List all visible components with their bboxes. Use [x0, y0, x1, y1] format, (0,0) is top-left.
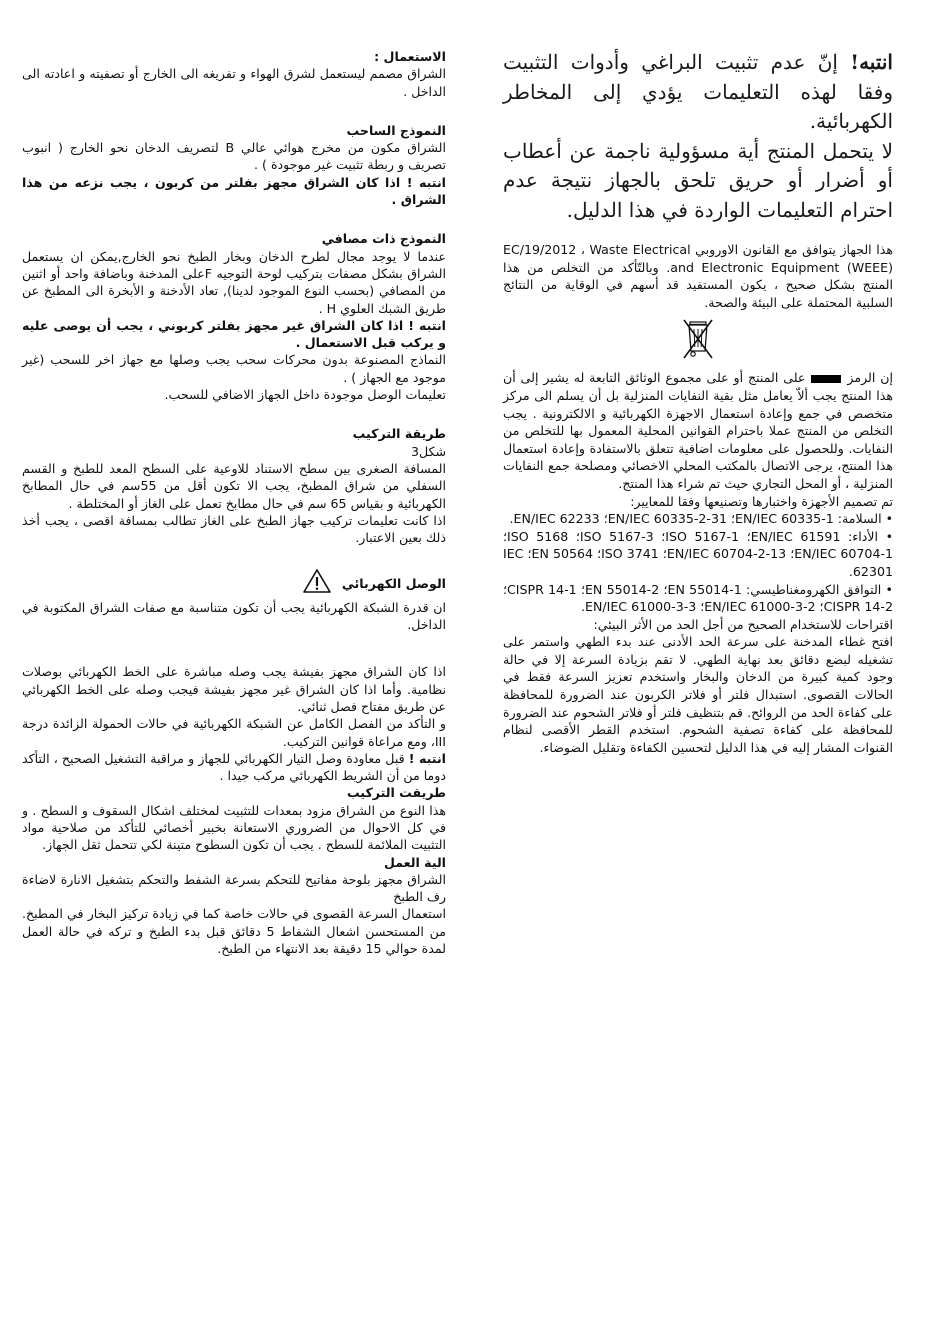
warning-triangle-icon — [302, 568, 332, 598]
operation-title: الية العمل — [383, 854, 446, 870]
right-column — [503, 48, 893, 756]
usage-title: الاستعمال : — [374, 49, 446, 64]
install-figure-ref: شكل3 — [410, 443, 446, 459]
electric-heading — [22, 568, 446, 598]
electric-title: الوصل الكهربائي — [341, 575, 446, 591]
filter-model-warning: انتبه ! اذا كان الشراق غير مجهز بفلتر كربوني ، يجب أن يوصى عليه و يركب قبل الاستعمال . — [22, 317, 446, 351]
extract-model-warning: انتبه ! اذا كان الشراق مجهز بفلتر من كربون ، يجب نزعه من هذا الشراق . — [22, 174, 446, 208]
filter-model-title: النموذج ذات مصافي — [321, 231, 446, 247]
install-title: طريقة التركيب — [352, 426, 446, 442]
warning-liability: لا يتحمل المنتج أية مسؤولية ناجمة عن أعطاب أو أضرار أو حريق تلحق بالجهاز نتيجة عدم احترام التعليمات الواردة في هذا الدليل. — [503, 138, 893, 222]
filter-model-body: عندما لا يوجد مجال لطرح الدخان وبخار الطبخ نحو الخارج,يمكن ان يستعمل الشراق بشكل مصفات بتركيب لوحة التوجيه Fعلى المدخنة وباضافة واحد أو اثنين من المصافي (بحسب النوع الموجود لدينا), تعاد الأدخنة و الأبخرة الى المطبخ عن طريق الشبك العلوي H . — [22, 248, 446, 316]
symbol-intro: إن الرمز — [847, 370, 893, 386]
filter-model-body2: النماذج المصنوعة بدون محركات سحب يجب وصلها مع جهاز اخر للسحب (غير موجود مع الجهاز ) . — [22, 352, 446, 385]
mounting-title: طريقت التركيب — [346, 785, 446, 801]
usage-body: الشراق مصمم ليستعمل لشرق الهواء و تفريغه الى الخارج أو تصفيته و اعادته الى الداخل . — [22, 66, 446, 99]
warning-fixing-label: انتبه! — [850, 50, 893, 74]
install-body: المسافة الصغرى بين سطح الاستناد للاوعية على السطح المعد للطبخ و القسم السفلي من شراق المطبخ، يجب الا تكون أقل من 55سم في حال المطابخ الكهربائية و بقياس 65 سم في حال مطابخ تعمل على الغاز أو المختلطة . — [22, 460, 447, 511]
symbol-text: على المنتج أو على مجموع الوثائق التابعة له يشير إلى أن هذا المنتج يجب ألاّ يعامل مثل بقية النفايات المنزلية بل أن يسلم الى مركز متخصص في جمع وإعادة استعمال الاجهزة الكهربائية و الالكترونية . يجب التخلص من المنتج عملا باحترام القوانين المحلية المعمول بها للتخلص من النفايات. وللحصول على معلومات اضافية تتعلق بالاستفادة وإعادة استعمال هذا المنتج، يرجى الاتصال بالمكتب المحلي الاخصائي ومصلحة جمع النفايات المنزلية ، أو المحل التجاري حيث تم شراء هذا المنتج. — [503, 370, 893, 491]
weee-compliance: هذا الجهاز يتوافق مع القانون الاوروبي EC/19/2012 ، Waste Electrical and Electronic Equipment (WEEE). وبالتّأكد من التخلص من هذا المنتج بشكل صحيح ، يكون المستفيد قد أسهم في الوقاية من النتائج السلبية المحتملة على البيئة والصحة. — [503, 242, 894, 310]
electric-body: ان قدرة الشبكة الكهربائية يجب أن تكون متناسبة مع صفات الشراق المكتوبة في الداخل. — [22, 599, 446, 633]
electric-body3: و التأكد من الفصل الكامل عن الشبكة الكهربائية في حالات الحمولة الزائدة درجة III، ومع مراعاة قوانين التركيب. — [22, 716, 446, 749]
weee-symbol — [503, 311, 893, 369]
electric-warning-text: قبل معاودة وصل التيار الكهربائي للجهاز و مراقبة التشغيل الصحيح ، التأكد دوما من أن الشريط الكهربائي مركب جيدا . — [22, 750, 446, 784]
warning-fixing-text: إنّ عدم تثبيت البراغي وأدوات التثبيت وفقا لهذه التعليمات يؤدي إلى المخاطر الكهربائية. — [503, 50, 893, 133]
standards-emc: • التوافق الكهرومغناطيسي: EN 55014-1؛ EN 55014-2؛ CISPR 14-1؛ CISPR 14-2؛ EN/IEC 61000-3-2؛ EN/IEC 61000-3-3. — [503, 581, 893, 615]
standards-performance: • الأداء: EN/IEC 61591؛ ISO 5167-1؛ ISO 5167-3؛ ISO 5168؛ EN/IEC 60704-1؛ EN/IEC 60704-2-13؛ ISO 3741؛ EN 50564؛ IEC 62301. — [503, 528, 894, 579]
electric-warning-label: انتبه ! — [408, 750, 446, 766]
mounting-body: هذا النوع من الشراق مزود بمعدات للتثبيت لمختلف اشكال السقوف و السطح . و في كل الاحوال من الضروري الاستعانة بخبير أخصائي للتأكد من صلاحية مواد التثبيت الملائمة للسطح . يجب أن تكون السطوح متينة لكي تتحمل ثقل الجهاز. — [22, 802, 446, 853]
electric-warning — [22, 750, 446, 785]
eco-intro: اقتراحات للاستخدام الصحيح من أجل الحد من الأثر البيئي: — [593, 616, 893, 632]
black-bar-symbol — [811, 375, 841, 383]
crossed-out-wheelie-bin-icon — [681, 317, 715, 361]
extract-model-title: النموذج الساحب — [346, 122, 446, 138]
operation-body2: استعمال السرعة القصوى في حالات خاصة كما في زيادة تركيز البخار في المطبخ. من المستحسن اشعال الشفاط 5 دقائق قبل بدء الطبخ و تركه في حالة العمل لمدة حوالي 15 دقيقة بعد الانتهاء من الطبخ. — [22, 906, 446, 957]
eco-body: افتح غطاء المدخنة على سرعة الحد الأدنى عند بدء الطهي واستمر على تشغيله لبضع دقائق بعد نهاية الطهي. لا تقم بزيادة السرعة إلا في حالة وجود كمية كبيرة من الدخان والبخار واستخدم تعزيز السرعة فقط في الحالات القصوى. استبدال فلتر أو فلاتر الكربون عند الضرورة للمحافظة على كفاءة الحد من الروائح. قم بتنظيف فلتر أو فلاتر الشحوم عند الضرورة للمحافظة على كفاءة تصفية الشحوم. استخدم القطر الأقصى لنظام القنوات المشار إليه في هذا الدليل لتحسين الكفاءة وتقليل الضوضاء. — [503, 634, 893, 755]
standards-safety: • السلامة: EN/IEC 60335-1؛ EN/IEC 60335-2-31؛ EN/IEC 62233. — [509, 511, 893, 527]
extract-model-body: الشراق مكون من مخرج هوائي عالي B لتصريف الدخان نحو الخارج ( انبوب تصريف و ربطة تثبيت غير موجودة ) . — [22, 140, 446, 173]
warning-fixing — [503, 48, 893, 137]
filter-model-body3: تعليمات الوصل موجودة داخل الجهاز الاضافي للسحب. — [164, 387, 446, 403]
operation-body: الشراق مجهز بلوحة مفاتيح للتحكم بسرعة الشفط والتحكم بتشغيل الانارة لاضاءة رف الطبخ — [22, 871, 446, 905]
standards-intro: تم تصميم الأجهزة واختبارها وتصنيعها وفقا للمعايير: — [630, 493, 893, 509]
left-column — [22, 48, 446, 957]
install-body2: اذا كانت تعليمات تركيب جهاز الطبخ على الغاز تطالب بمسافة اقصى ، يجب أخذ ذلك بعين الاعتبار. — [22, 512, 446, 546]
weee-symbol-explanation — [503, 369, 893, 492]
electric-body2: اذا كان الشراق مجهز بفيشة يجب وصله مباشرة على الخط الكهربائي بوصلات نظامية. وأما اذا كان الشراق غير مجهز بفيشة فيجب وصله على الخط الكهربائي عن طريق مفتاح فصل ثنائي. — [22, 664, 446, 714]
